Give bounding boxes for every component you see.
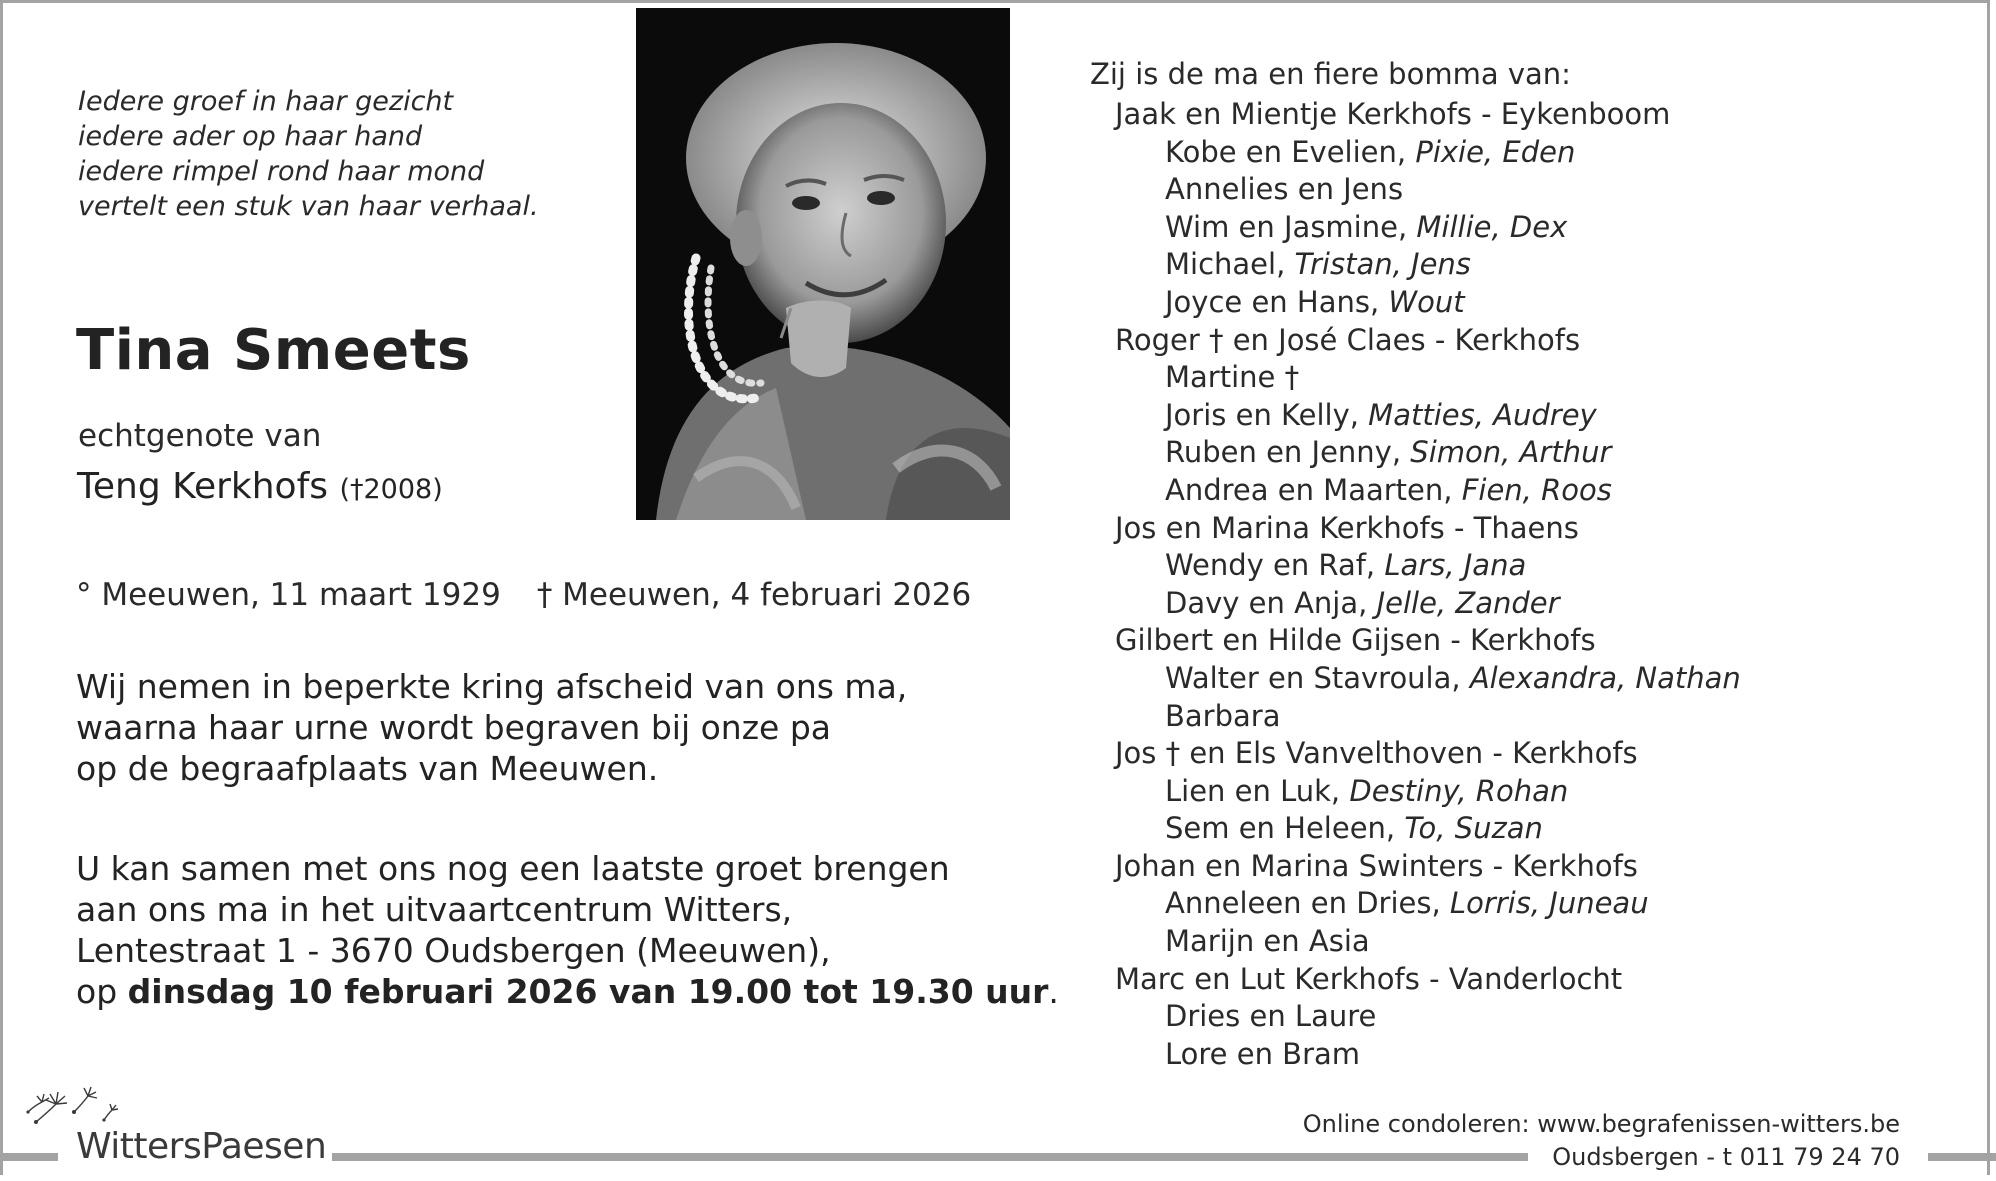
grandchild-row <box>1090 885 1741 923</box>
grandchild-row <box>1090 585 1741 623</box>
poem <box>78 84 539 224</box>
family-branch-row <box>1090 848 1741 886</box>
family-branch-row <box>1090 622 1741 660</box>
family-row-names: Kobe en Evelien, <box>1165 134 1416 169</box>
grandchild-row <box>1090 134 1741 172</box>
contact-line: Oudsbergen - t 011 79 24 70 <box>1552 1143 1900 1171</box>
grandchild-row <box>1090 209 1741 247</box>
great-grandchildren-names: Matties, Audrey <box>1368 397 1597 432</box>
death-date: † Meeuwen, 4 februari 2026 <box>536 577 972 613</box>
family-row-names: Michael, <box>1165 247 1295 282</box>
portrait-illustration <box>636 8 1010 520</box>
family-row-names: Marijn en Asia <box>1165 924 1370 959</box>
grandchild-row <box>1090 698 1741 736</box>
spouse-death-note: (†2008) <box>339 474 443 505</box>
family-row-names: Martine † <box>1165 360 1300 395</box>
grandchild-row <box>1090 284 1741 322</box>
grandchild-row <box>1090 359 1741 397</box>
great-grandchildren-names: Lorris, Juneau <box>1449 886 1649 921</box>
great-grandchildren-names: Alexandra, Nathan <box>1469 660 1741 695</box>
great-grandchildren-names: Lars, Jana <box>1384 548 1527 583</box>
grandchild-row <box>1090 923 1741 961</box>
family-row-names: Anneleen en Dries, <box>1165 886 1450 921</box>
farewell-paragraph <box>76 666 907 789</box>
visit-line: U kan samen met ons nog een laatste groet brengen <box>76 849 950 888</box>
family-row-names: Joyce en Hans, <box>1165 284 1389 319</box>
family-rows <box>1090 96 1741 1073</box>
grandchild-row <box>1090 660 1741 698</box>
family-row-names: Barbara <box>1165 698 1281 733</box>
poem-line: iedere ader op haar hand <box>78 121 423 152</box>
footer-rule-right <box>1928 1153 1996 1161</box>
birth-date: ° Meeuwen, 11 maart 1929 <box>76 577 501 613</box>
grandchild-row <box>1090 547 1741 585</box>
visit-prefix: op <box>76 972 128 1011</box>
family-row-names: Andrea en Maarten, <box>1165 472 1462 507</box>
grandchild-row <box>1090 1036 1741 1074</box>
condolence-line: Online condoleren: www.begrafenissen-witters.be <box>1302 1110 1900 1138</box>
visit-datetime: dinsdag 10 februari 2026 van 19.00 tot 19.30 uur <box>127 972 1049 1011</box>
family-branch-row <box>1090 510 1741 548</box>
great-grandchildren-names: Jelle, Zander <box>1376 585 1560 620</box>
family-row-names: Roger † en José Claes - Kerkhofs <box>1115 322 1581 357</box>
portrait-photo <box>636 8 1010 520</box>
visit-line: Lentestraat 1 - 3670 Oudsbergen (Meeuwen), <box>76 931 831 970</box>
great-grandchildren-names: To, Suzan <box>1404 811 1543 846</box>
grandchild-row <box>1090 434 1741 472</box>
footer-rule-left <box>0 1153 58 1161</box>
family-row-names: Jaak en Mientje Kerkhofs - Eykenboom <box>1115 97 1671 131</box>
family-row-names: Wim en Jasmine, <box>1165 209 1417 244</box>
footer-rule-middle <box>332 1153 1528 1161</box>
family-row-names: Walter en Stavroula, <box>1165 660 1470 695</box>
relation-label: echtgenote van <box>78 418 322 454</box>
family-row-names: Lore en Bram <box>1165 1036 1361 1071</box>
grandchild-row <box>1090 810 1741 848</box>
family-row-names: Davy en Anja, <box>1165 585 1377 620</box>
family-row-names: Ruben en Jenny, <box>1165 435 1411 470</box>
life-dates <box>76 577 971 613</box>
great-grandchildren-names: Simon, Arthur <box>1410 435 1612 470</box>
great-grandchildren-names: Fien, Roos <box>1461 472 1612 507</box>
family-row-names: Wendy en Raf, <box>1165 548 1385 583</box>
family-intro: Zij is de ma en fiere bomma van: <box>1090 57 1571 91</box>
visit-time-line <box>76 971 1059 1012</box>
visit-paragraph <box>76 848 1059 1012</box>
family-row-names: Jos † en Els Vanvelthoven - Kerkhofs <box>1115 736 1638 771</box>
grandchild-row <box>1090 773 1741 811</box>
great-grandchildren-names: Destiny, Rohan <box>1349 773 1569 808</box>
family-branch-row <box>1090 961 1741 999</box>
poem-line: vertelt een stuk van haar verhaal. <box>78 191 539 222</box>
family-row-names: Sem en Heleen, <box>1165 811 1405 846</box>
great-grandchildren-names: Wout <box>1388 284 1465 319</box>
grandchild-row <box>1090 246 1741 284</box>
grandchild-row <box>1090 472 1741 510</box>
visit-line: aan ons ma in het uitvaartcentrum Witters, <box>76 890 793 929</box>
family-row-names: Dries en Laure <box>1165 999 1377 1034</box>
farewell-line: op de begraafplaats van Meeuwen. <box>76 749 659 788</box>
family-row-names: Johan en Marina Swinters - Kerkhofs <box>1115 848 1638 883</box>
great-grandchildren-names: Millie, Dex <box>1416 209 1568 244</box>
farewell-line: waarna haar urne wordt begraven bij onze pa <box>76 708 832 747</box>
grandchild-row <box>1090 998 1741 1036</box>
deceased-name: Tina Smeets <box>76 318 471 383</box>
family-row-names: Jos en Marina Kerkhofs - Thaens <box>1115 510 1579 545</box>
family-branch-row <box>1090 735 1741 773</box>
family-branch-row <box>1090 96 1741 134</box>
family-row-names: Annelies en Jens <box>1165 172 1404 207</box>
farewell-line: Wij nemen in beperkte kring afscheid van ons ma, <box>76 667 908 706</box>
grandchild-row <box>1090 171 1741 209</box>
logo-wordmark: WittersPaesen <box>76 1126 327 1167</box>
family-list <box>1090 56 1741 1073</box>
family-branch-row <box>1090 322 1741 360</box>
family-row-names: Lien en Luk, <box>1165 773 1350 808</box>
family-row-names: Gilbert en Hilde Gijsen - Kerkhofs <box>1115 623 1596 658</box>
great-grandchildren-names: Pixie, Eden <box>1415 134 1576 169</box>
spouse-name-line <box>77 466 443 507</box>
visit-suffix: . <box>1048 972 1059 1011</box>
grandchild-row <box>1090 397 1741 435</box>
poem-line: iedere rimpel rond haar mond <box>78 156 485 187</box>
spouse-name: Teng Kerkhofs <box>77 466 329 507</box>
great-grandchildren-names: Tristan, Jens <box>1294 247 1471 282</box>
poem-line: Iedere groef in haar gezicht <box>78 86 454 117</box>
family-row-names: Marc en Lut Kerkhofs - Vanderlocht <box>1115 961 1623 996</box>
family-row-names: Joris en Kelly, <box>1165 397 1369 432</box>
